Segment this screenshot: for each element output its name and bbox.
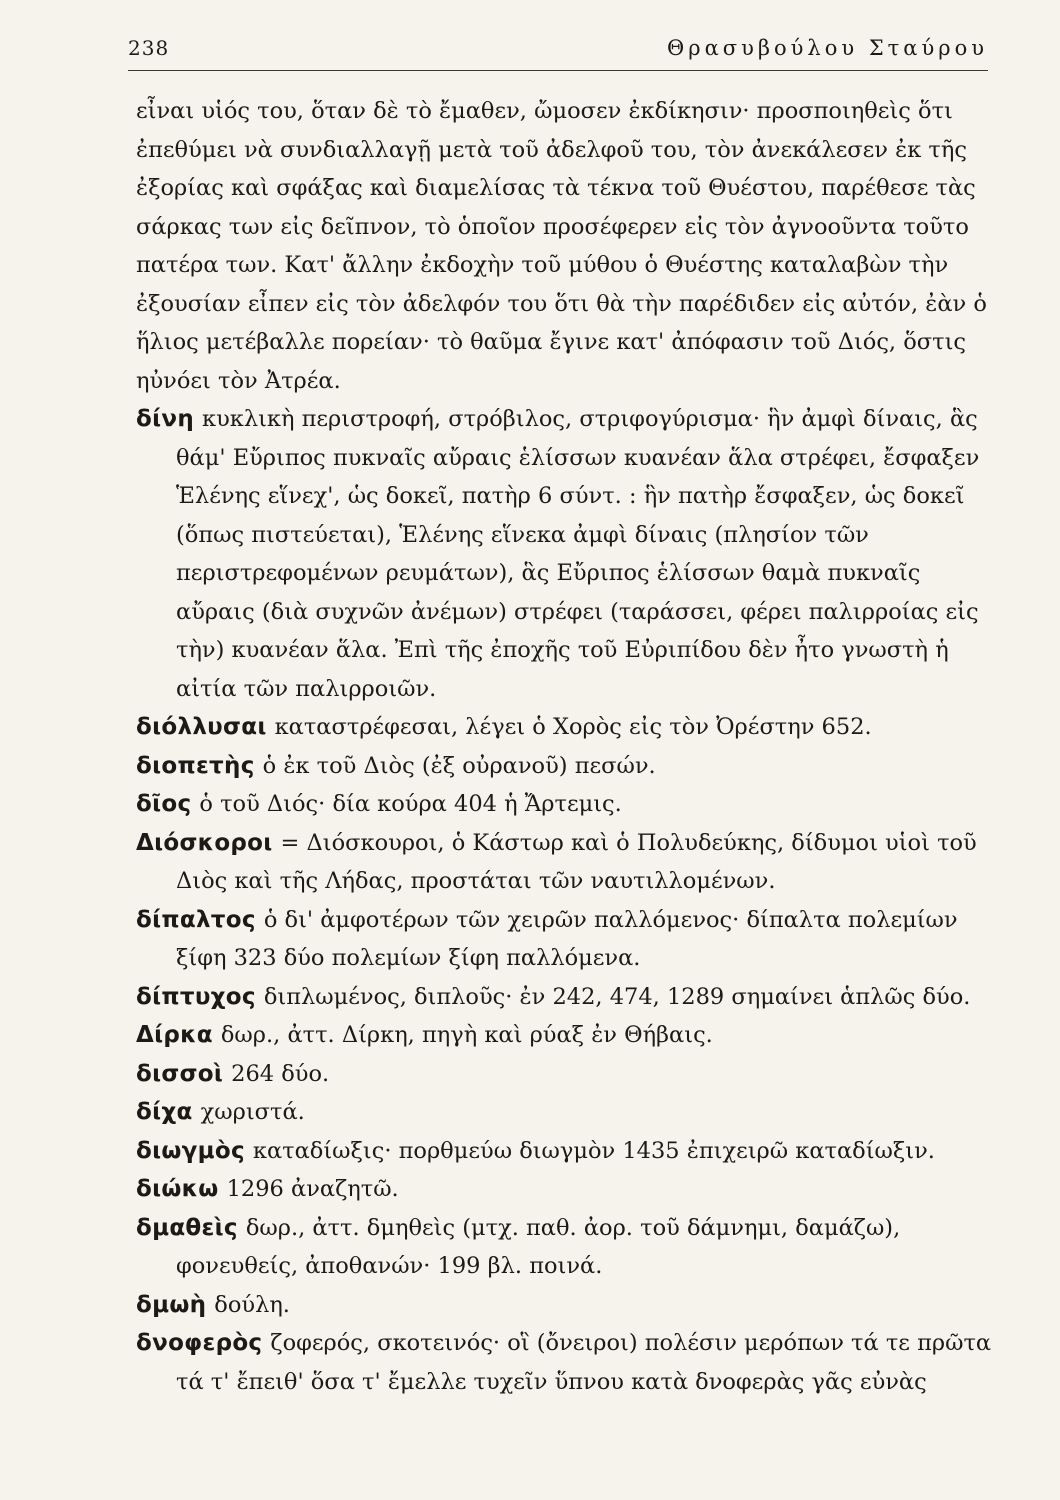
glossary-entry bbox=[136, 1132, 1004, 1171]
entry-definition: 1296 ἀναζητῶ. bbox=[226, 1176, 399, 1202]
glossary-entry bbox=[136, 785, 1004, 824]
glossary-entries bbox=[136, 400, 1004, 1401]
glossary-entry bbox=[136, 1209, 1004, 1286]
entry-lemma: διώκω bbox=[136, 1176, 219, 1202]
entry-definition: διπλωμένος, διπλοῦς· ἐν 242, 474, 1289 σημαίνει ἁπλῶς δύο. bbox=[263, 983, 971, 1010]
entry-definition: καταστρέφεσαι, λέγει ὁ Χορὸς εἰς τὸν Ὀρέστην 652. bbox=[274, 714, 872, 740]
entry-lemma: δμαθεὶς bbox=[136, 1214, 238, 1241]
entry-lemma: δίπτυχος bbox=[136, 983, 256, 1010]
page-number: 238 bbox=[128, 36, 170, 60]
entry-definition: = Διόσκουροι, ὁ Κάστωρ καὶ ὁ Πολυδεύκης, δίδυμοι υἱοὶ τοῦ Διὸς καὶ τῆς Λήδας, προστάται τῶν ναυτιλλομένων. bbox=[176, 829, 977, 894]
glossary-entry bbox=[136, 1286, 1004, 1325]
entry-definition: χωριστά. bbox=[200, 1099, 305, 1125]
glossary-entry bbox=[136, 1093, 1004, 1132]
entry-lemma: δῖος bbox=[136, 791, 192, 817]
entry-lemma: διοπετὴς bbox=[136, 752, 255, 779]
entry-lemma: δνοφερὸς bbox=[136, 1330, 263, 1356]
entry-lemma: δίνη bbox=[136, 406, 195, 432]
glossary-entry bbox=[136, 1055, 1004, 1094]
entry-definition: δούλη. bbox=[214, 1291, 290, 1318]
page-body bbox=[136, 92, 1004, 1401]
header-rule bbox=[128, 70, 988, 71]
glossary-entry bbox=[136, 1170, 1004, 1209]
entry-definition: δωρ., ἀττ. Δίρκη, πηγὴ καὶ ρύαξ ἐν Θήβαις. bbox=[220, 1022, 713, 1048]
running-title: Θρασυβούλου Σταύρου bbox=[667, 36, 988, 60]
entry-definition: δωρ., ἀττ. δμηθεὶς (μτχ. παθ. ἀορ. τοῦ δάμνημι, δαμάζω), φονευθείς, ἀποθανών· 199 βλ. ποινά. bbox=[176, 1214, 901, 1279]
entry-definition: καταδίωξις· πορθμεύω διωγμὸν 1435 ἐπιχειρῶ καταδίωξιν. bbox=[252, 1137, 935, 1164]
entry-lemma: Δίρκα bbox=[136, 1022, 213, 1048]
entry-lemma: δμωὴ bbox=[136, 1291, 207, 1318]
glossary-entry bbox=[136, 1016, 1004, 1055]
glossary-entry bbox=[136, 708, 1004, 747]
glossary-entry bbox=[136, 747, 1004, 786]
entry-definition: ζοφερός, σκοτεινός· οἳ (ὄνειροι) πολέσιν μερόπων τά τε πρῶτα τά τ' ἔπειθ' ὅσα τ' ἔμελλε τυχεῖν ὕπνου κατὰ δνοφερὰς γᾶς εὐνὰς bbox=[176, 1330, 992, 1395]
entry-lemma: δίπαλτος bbox=[136, 906, 256, 933]
glossary-entry bbox=[136, 978, 1004, 1017]
entry-lemma: δίχα bbox=[136, 1099, 193, 1125]
page-header bbox=[128, 22, 988, 62]
intro-paragraph: εἶναι υἱός του, ὅταν δὲ τὸ ἔμαθεν, ὤμοσεν ἐκδίκησιν· προσποιηθεὶς ὅτι ἐπεθύμει νὰ συνδιαλλαγῇ μετὰ τοῦ ἀδελφοῦ του, τὸν ἀνεκάλεσεν ἐκ τῆς ἐξορίας καὶ σφάξας καὶ διαμελίσας τὰ τέκνα τοῦ Θυέστου, παρέθεσε τὰς σάρκας των εἰς δεῖπνον, τὸ ὁποῖον προσέφερεν εἰς τὸν ἀγνοοῦντα τοῦτο πατέρα των. Κατ' ἄλλην ἐκδοχὴν τοῦ μύθου ὁ Θυέστης καταλαβὼν τὴν ἐξουσίαν εἶπεν εἰς τὸν ἀδελφόν του ὅτι θὰ τὴν παρέδιδεν εἰς αὐτόν, ἐὰν ὁ ἥλιος μετέβαλλε πορείαν· τὸ θαῦμα ἔγινε κατ' ἀπόφασιν τοῦ Διός, ὅστις ηὐνόει τὸν Ἀτρέα. bbox=[136, 98, 987, 394]
glossary-entry bbox=[136, 824, 1004, 901]
entry-lemma: διόλλυσαι bbox=[136, 714, 267, 740]
glossary-entry bbox=[136, 901, 1004, 978]
glossary-entry bbox=[136, 400, 1004, 708]
entry-lemma: δισσοὶ bbox=[136, 1060, 224, 1087]
entry-definition: ὁ ἐκ τοῦ Διὸς (ἐξ οὐρανοῦ) πεσών. bbox=[262, 752, 656, 779]
entry-definition: 264 δύο. bbox=[231, 1060, 330, 1087]
entry-lemma: Διόσκοροι bbox=[136, 829, 273, 856]
entry-definition: ὁ τοῦ Διός· δία κούρα 404 ἡ Ἄρτεμις. bbox=[199, 791, 622, 817]
entry-definition: κυκλικὴ περιστροφή, στρόβιλος, στριφογύρισμα· ἣν ἀμφὶ δίναις, ἃς θάμ' Εὔριπος πυκναῖς αὔραις ἑλίσσων κυανέαν ἅλα στρέφει, ἔσφαξεν Ἑλένης εἵνεχ', ὡς δοκεῖ, πατὴρ 6 σύντ. : ἣν πατὴρ ἔσφαξεν, ὡς δοκεῖ (ὅπως πιστεύεται), Ἑλένης εἵνεκα ἀμφὶ δίναις (πλησίον τῶν περιστρεφομένων ρευμάτων), ἃς Εὔριπος ἑλίσσων θαμὰ πυκναῖς αὔραις (διὰ συχνῶν ἀνέμων) στρέφει (ταράσσει, φέρει παλιρροίας εἰς τὴν) κυανέαν ἅλα. Ἐπὶ τῆς ἐποχῆς τοῦ Εὐριπίδου δὲν ἦτο γνωστὴ ἡ αἰτία τῶν παλιρροιῶν. bbox=[176, 406, 980, 702]
entry-definition: ὁ δι' ἀμφοτέρων τῶν χειρῶν παλλόμενος· δίπαλτα πολεμίων ξίφη 323 δύο πολεμίων ξίφη παλλόμενα. bbox=[176, 906, 958, 971]
glossary-entry bbox=[136, 1324, 1004, 1401]
entry-lemma: διωγμὸς bbox=[136, 1137, 245, 1164]
